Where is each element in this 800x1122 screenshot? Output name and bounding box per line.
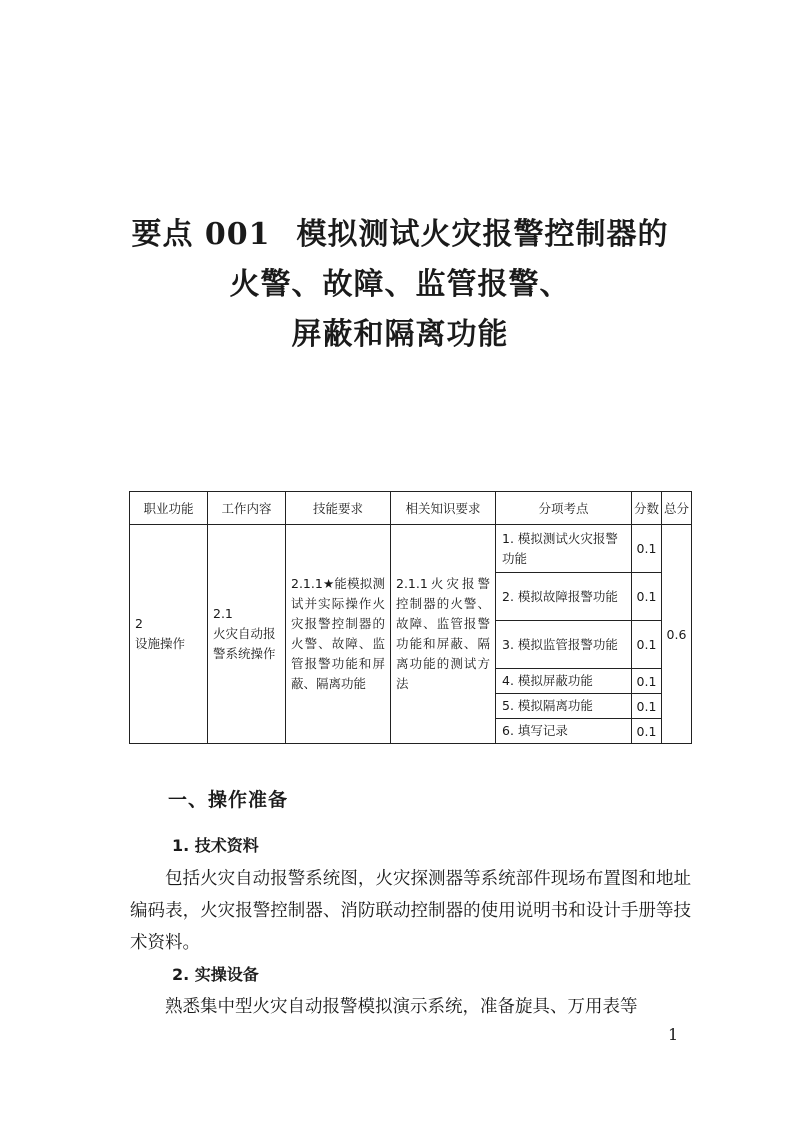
score-cell: 0.1 — [632, 525, 662, 573]
title-text-1: 模拟测试火灾报警控制器的 — [296, 217, 669, 252]
score-cell: 0.1 — [632, 573, 662, 621]
header-cell: 相关知识要求 — [391, 492, 496, 525]
skill-text: 2.1.1★能模拟测试并实际操作火灾报警控制器的火警、故障、监管报警功能和屏蔽、隔离功能 — [291, 576, 385, 691]
score-cell: 0.1 — [632, 669, 662, 694]
table-row — [130, 525, 692, 573]
total-score-cell: 0.6 — [662, 525, 692, 744]
point-cell — [496, 573, 632, 621]
point-text: 1. 模拟测试火灾报警功能 — [502, 530, 618, 566]
title-line-2: 火警、故障、监管报警、 — [229, 267, 571, 302]
point-text: 3. 模拟监管报警功能 — [502, 636, 618, 652]
function-number: 2 — [135, 616, 143, 631]
skill-cell — [286, 525, 391, 744]
function-name: 设施操作 — [135, 636, 186, 651]
header-cell: 技能要求 — [286, 492, 391, 525]
point-text: 5. 模拟隔离功能 — [502, 698, 593, 713]
function-cell — [130, 525, 208, 744]
page-title — [0, 210, 800, 360]
point-text: 4. 模拟屏蔽功能 — [502, 673, 593, 688]
section-heading: 一、操作准备 — [168, 789, 289, 811]
header-cell: 分项考点 — [496, 492, 632, 525]
knowledge-cell — [391, 525, 496, 744]
header-cell: 工作内容 — [208, 492, 286, 525]
point-cell — [496, 621, 632, 669]
point-cell — [496, 525, 632, 573]
score-cell: 0.1 — [632, 694, 662, 719]
point-text: 6. 填写记录 — [502, 723, 568, 738]
page-number: 1 — [668, 1025, 679, 1044]
header-cell: 职业功能 — [130, 492, 208, 525]
point-cell — [496, 694, 632, 719]
content-number: 2.1 — [213, 606, 233, 621]
title-line-1 — [0, 210, 800, 260]
header-cell: 分数 — [632, 492, 662, 525]
score-cell: 0.1 — [632, 719, 662, 744]
point-cell — [496, 719, 632, 744]
skill-requirements-table — [129, 491, 692, 744]
title-code: 要点 001 — [131, 217, 271, 252]
point-text: 2. 模拟故障报警功能 — [502, 588, 618, 604]
subsection-heading-equipment: 2. 实操设备 — [172, 965, 259, 984]
paragraph-technical-materials: 包括火灾自动报警系统图，火灾探测器等系统部件现场布置图和地址编码表，火灾报警控制器、消防联动控制器的使用说明书和设计手册等技术资料。 — [130, 869, 691, 953]
subsection-heading-technical-materials: 1. 技术资料 — [172, 836, 259, 855]
paragraph-equipment: 熟悉集中型火灾自动报警模拟演示系统，准备旋具、万用表等 — [165, 997, 638, 1017]
knowledge-text: 2.1.1火灾报警控制器的火警、故障、监管报警功能和屏蔽、隔离功能的测试方法 — [396, 576, 490, 691]
content-name: 火灾自动报警系统操作 — [213, 626, 276, 661]
header-cell: 总分 — [662, 492, 692, 525]
table-header-row — [130, 492, 692, 525]
content-cell — [208, 525, 286, 744]
title-line-3: 屏蔽和隔离功能 — [291, 317, 509, 352]
point-cell — [496, 669, 632, 694]
score-cell: 0.1 — [632, 621, 662, 669]
